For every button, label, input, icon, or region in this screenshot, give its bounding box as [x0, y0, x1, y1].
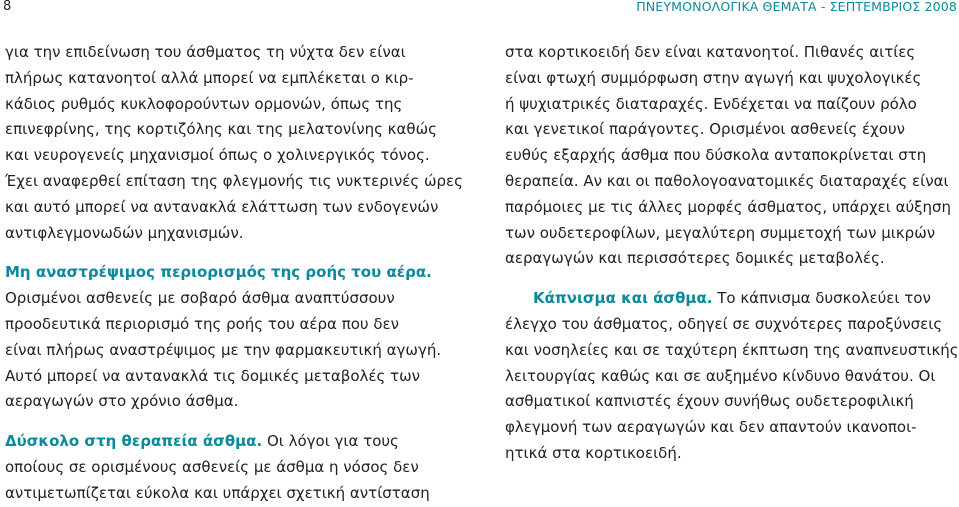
paragraph-irreversible	[5, 286, 463, 415]
section-heading-difficult: Δύσκολο στη θεραπεία άσθμα.	[5, 432, 263, 451]
paragraph-smoking	[505, 286, 959, 467]
text-line: και νοσηλείες και σε ταχύτερη έκπτωση της αναπνευστικής	[505, 340, 959, 359]
running-head: ΠΝΕΥΜΟΝΟΛΟΓΙΚΑ ΘΕΜΑΤΑ - ΣΕΠΤΕΜΒΡΙΟΣ 2008	[636, 0, 957, 14]
text-line: προοδευτικά περιορισμό της ροής του αέρα που δεν	[5, 314, 400, 333]
text-line: θεραπεία. Αν και οι παθολογοανατομικές διαταραχές είναι	[505, 171, 949, 190]
page-header	[0, 0, 959, 14]
text-line: λειτουργίας καθώς και σε αυξημένο κίνδυνο θανάτου. Οι	[505, 366, 936, 385]
text-line: Ορισμένοι ασθενείς με σοβαρό άσθμα αναπτύσσουν	[5, 289, 395, 308]
text-line: ευθύς εξαρχής άσθμα που δύσκολα ανταποκρίνεται στη	[505, 146, 927, 165]
right-column	[505, 40, 959, 467]
text-line: επινεφρίνης, της κορτιζόλης και της μελατονίνης καθώς	[5, 120, 437, 139]
text-line: έλεγχο του άσθματος, οδηγεί σε συχνότερες παροξύνσεις	[505, 314, 943, 333]
page-number: 8	[3, 0, 12, 14]
text-line: αντιφλεγμονωδών μηχανισμών.	[5, 223, 244, 242]
text-line: αεραγωγών στο χρόνιο άσθμα.	[5, 392, 239, 411]
paragraph-difficult	[5, 429, 463, 506]
text-line: παρόμοιες με τις άλλες μορφές άσθματος, υπάρχει αύξηση	[505, 197, 952, 216]
text-line: και νευρογενείς μηχανισμοί όπως ο χολινεργικός τόνος.	[5, 146, 430, 165]
text-line: Αυτό μπορεί να αντανακλά τις δομικές μεταβολές των	[5, 366, 421, 385]
section-heading-smoking: Κάπνισμα και άσθμα.	[533, 289, 713, 308]
text-line: και γενετικοί παράγοντες. Ορισμένοι ασθενείς έχουν	[505, 120, 906, 139]
text-line: ή ψυχιατρικές διαταραχές. Ενδέχεται να παίζουν ρόλο	[505, 94, 917, 113]
text-line: είναι πλήρως αναστρέψιμος με την φαρμακευτική αγωγή.	[5, 340, 442, 359]
text-line: πλήρως κατανοητοί αλλά μπορεί να εμπλέκεται ο κιρ-	[5, 68, 414, 87]
text-line: κάδιος ρυθμός κυκλοφορούντων ορμονών, όπως της	[5, 94, 403, 113]
paragraph-causes	[505, 40, 955, 272]
text-line: για την επιδείνωση του άσθματος τη νύχτα δεν είναι	[5, 43, 406, 61]
text-run: Το κάπνισμα δυσκολεύει τον	[712, 289, 931, 308]
text-line: Έχει αναφερθεί επίταση της φλεγμονής τις νυκτερινές ώρες	[5, 171, 463, 190]
text-line: φλεγμονή των αεραγωγών και δεν απαντούν ικανοποι-	[505, 418, 917, 437]
text-line: ασθματικοί καπνιστές έχουν συνήθως ουδετεροφιλική	[505, 392, 914, 411]
left-column	[5, 40, 463, 507]
text-run: Οι λόγοι για τους	[262, 432, 399, 451]
text-line: και αυτό μπορεί να αντανακλά ελάττωση των ενδογενών	[5, 197, 439, 216]
text-line: οποίους σε ορισμένους ασθενείς με άσθμα η νόσος δεν	[5, 457, 419, 476]
text-line: των ουδετεροφίλων, μεγαλύτερη συμμετοχή των μικρών	[505, 223, 936, 242]
section-heading-irreversible: Μη αναστρέψιμος περιορισμός της ροής του αέρα.	[5, 263, 432, 282]
paragraph-nocturnal	[5, 40, 463, 246]
text-line: ητικά στα κορτικοειδή.	[505, 443, 682, 462]
text-line: αντιμετωπίζεται εύκολα και υπάρχει σχετική αντίσταση	[5, 483, 430, 502]
text-line: είναι φτωχή συμμόρφωση στην αγωγή και ψυχολογικές	[505, 68, 922, 87]
text-line: αεραγωγών και περισσότερες δομικές μεταβολές.	[505, 249, 885, 268]
text-line: στα κορτικοειδή δεν είναι κατανοητοί. Πιθανές αιτίες	[505, 43, 916, 61]
